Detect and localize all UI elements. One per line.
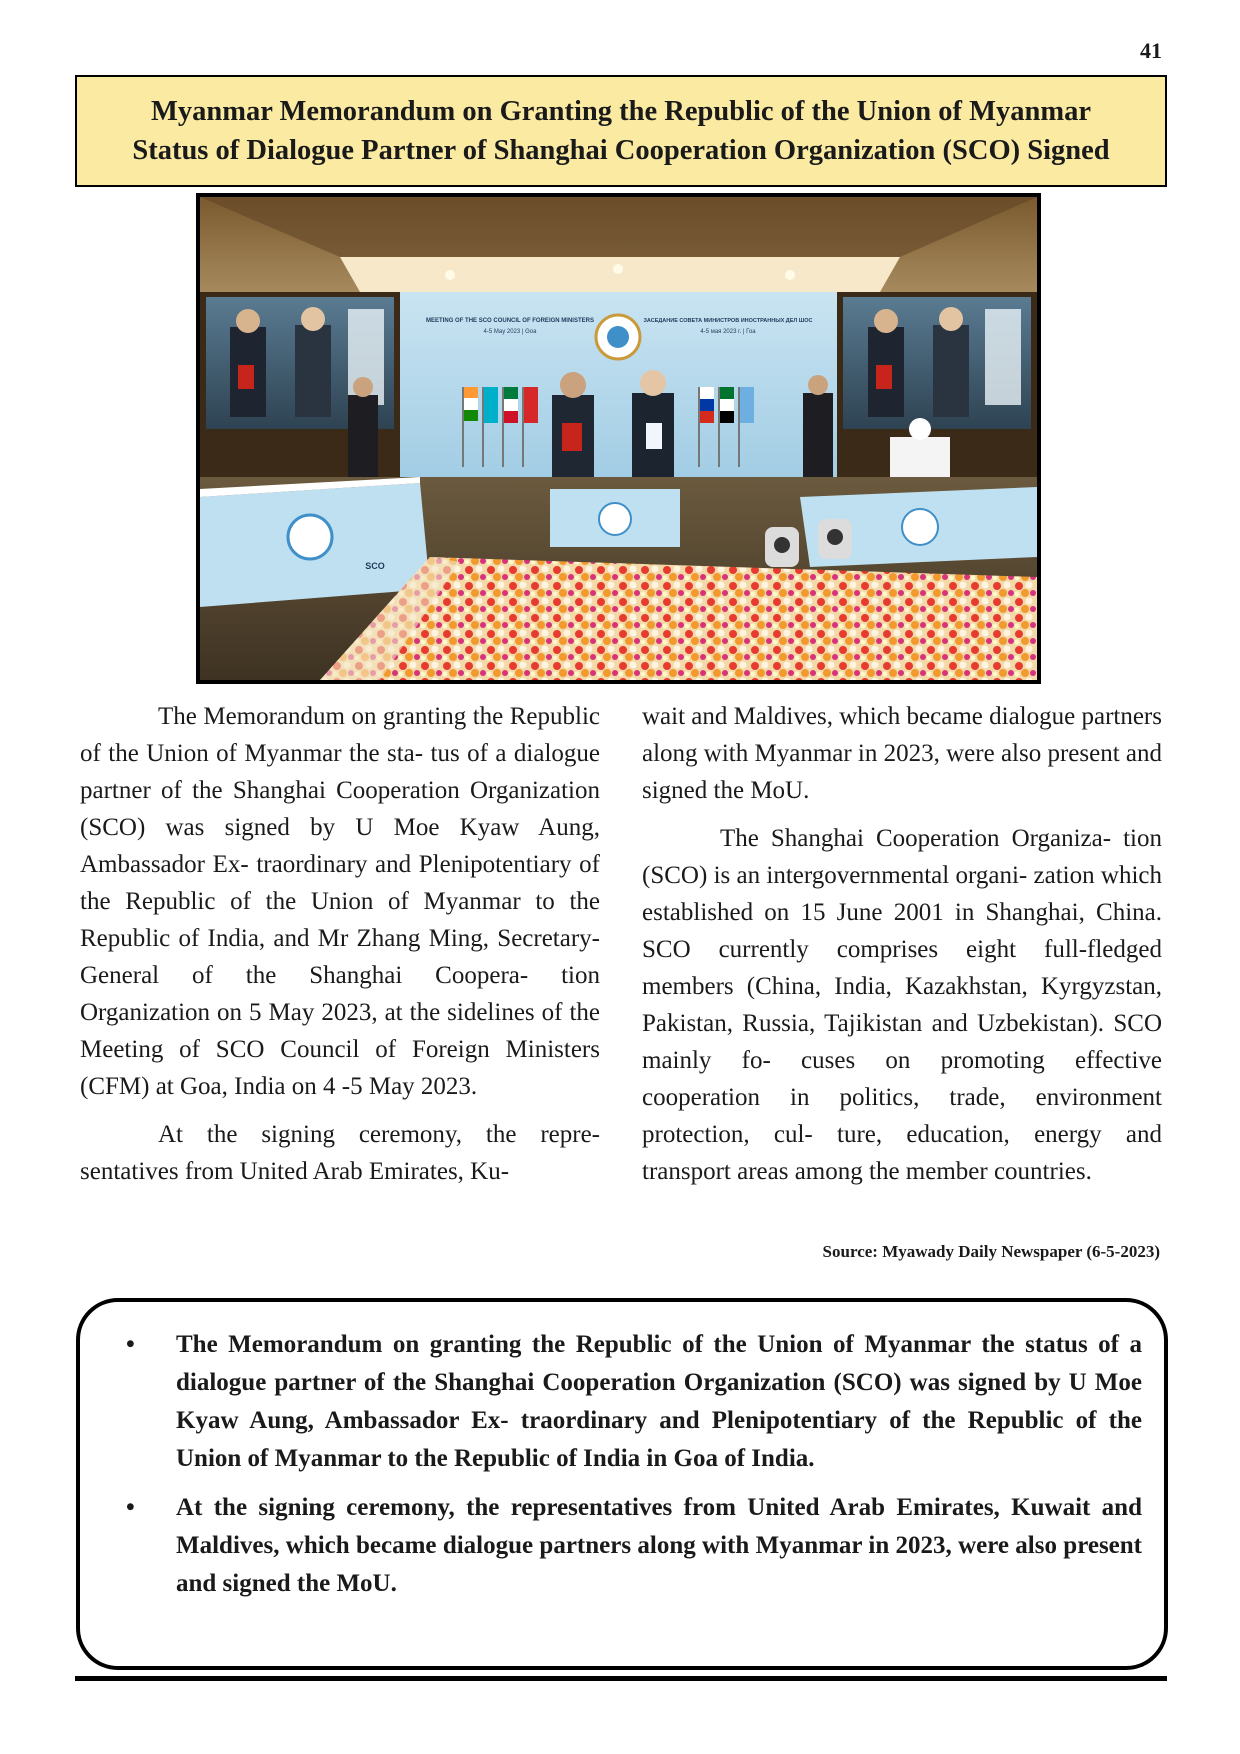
- article-title-box: [75, 75, 1167, 187]
- article-paragraph: The Shanghai Cooperation Organiza- tion (SCO) is an intergovernmental organi- zation which established on 15 June 2001 in Shanghai, China. SCO currently comprises eight full-fledged members (China, India, Kazakhstan, Kyrgyzstan, Pakistan, Russia, Tajikistan and Uzbekistan). SCO mainly fo- cuses on promoting effective cooperation in politics, trade, environment protection, cul- ture, education, energy and transport areas among the member countries.: [642, 825, 1162, 1185]
- article-paragraph: wait and Maldives, which became dialogue partners along with Myanmar in 2023, were also present and signed the MoU.: [642, 703, 1163, 804]
- article-paragraph: At the signing ceremony, the repre- sentatives from United Arab Emirates, Ku-: [80, 1121, 600, 1185]
- key-points-box: [76, 1298, 1168, 1670]
- signing-ceremony-photo: [196, 193, 1041, 684]
- article-title-line-2: Status of Dialogue Partner of Shanghai Cooperation Organization (SCO) Signed: [132, 135, 1110, 166]
- key-points-list: [118, 1326, 1142, 1603]
- ceremony-illustration: [200, 197, 1037, 680]
- bullet-icon: •: [126, 1494, 135, 1521]
- backdrop-banner-left-line-1: MEETING OF THE SCO COUNCIL OF FOREIGN MINISTERS: [426, 318, 594, 324]
- key-point-item: [118, 1326, 1142, 1478]
- footer-rule: [75, 1676, 1167, 1681]
- key-point-text: The Memorandum on granting the Republic of the Union of Myanmar the status of a dialogue partner of the Shanghai Cooperation Organization (SCO) was signed by U Moe Kyaw Aung, Ambassador Ex- traordinary and Plenipotentiary of the Republic of the Union of Myanmar to the Republic of India in Goa of India.: [176, 1331, 1142, 1472]
- backdrop-banner-right-line-2: 4-5 мая 2023 г. | Гоа: [700, 329, 756, 335]
- article-column-right: [642, 698, 1162, 1201]
- key-point-text: At the signing ceremony, the representatives from United Arab Emirates, Kuwait and Maldives, which became dialogue partners along with Myanmar in 2023, were also present and signed the MoU.: [176, 1494, 1142, 1597]
- key-point-item: [118, 1489, 1142, 1603]
- article-title-line-1: Myanmar Memorandum on Granting the Republic of the Union of Myanmar: [151, 96, 1091, 127]
- page-number: 41: [1140, 38, 1162, 63]
- source-citation: Source: Myawady Daily Newspaper (6-5-2023): [822, 1242, 1160, 1261]
- backdrop-banner-right-line-1: ЗАСЕДАНИЕ СОВЕТА МИНИСТРОВ ИНОСТРАННЫХ ДЕЛ ШОС: [643, 318, 813, 324]
- article-paragraph: The Memorandum on granting the Republic of the Union of Myanmar the sta- tus of a dialogue partner of the Shanghai Cooperation Organization (SCO) was signed by U Moe Kyaw Aung, Ambassador Ex- traordinary and Plenipotentiary of the Republic of the Union of Myanmar to the Republic of India, and Mr Zhang Ming, Secretary-General of the Shanghai Coopera- tion Organization on 5 May 2023, at the sidelines of the Meeting of SCO Council of Foreign Ministers (CFM) at Goa, India on 4 -5 May 2023.: [80, 703, 600, 1100]
- bullet-icon: •: [126, 1331, 135, 1358]
- desk-label: SCO: [365, 561, 385, 571]
- article-column-left: [80, 698, 600, 1201]
- backdrop-banner-left-line-2: 4-5 May 2023 | Goa: [483, 329, 537, 335]
